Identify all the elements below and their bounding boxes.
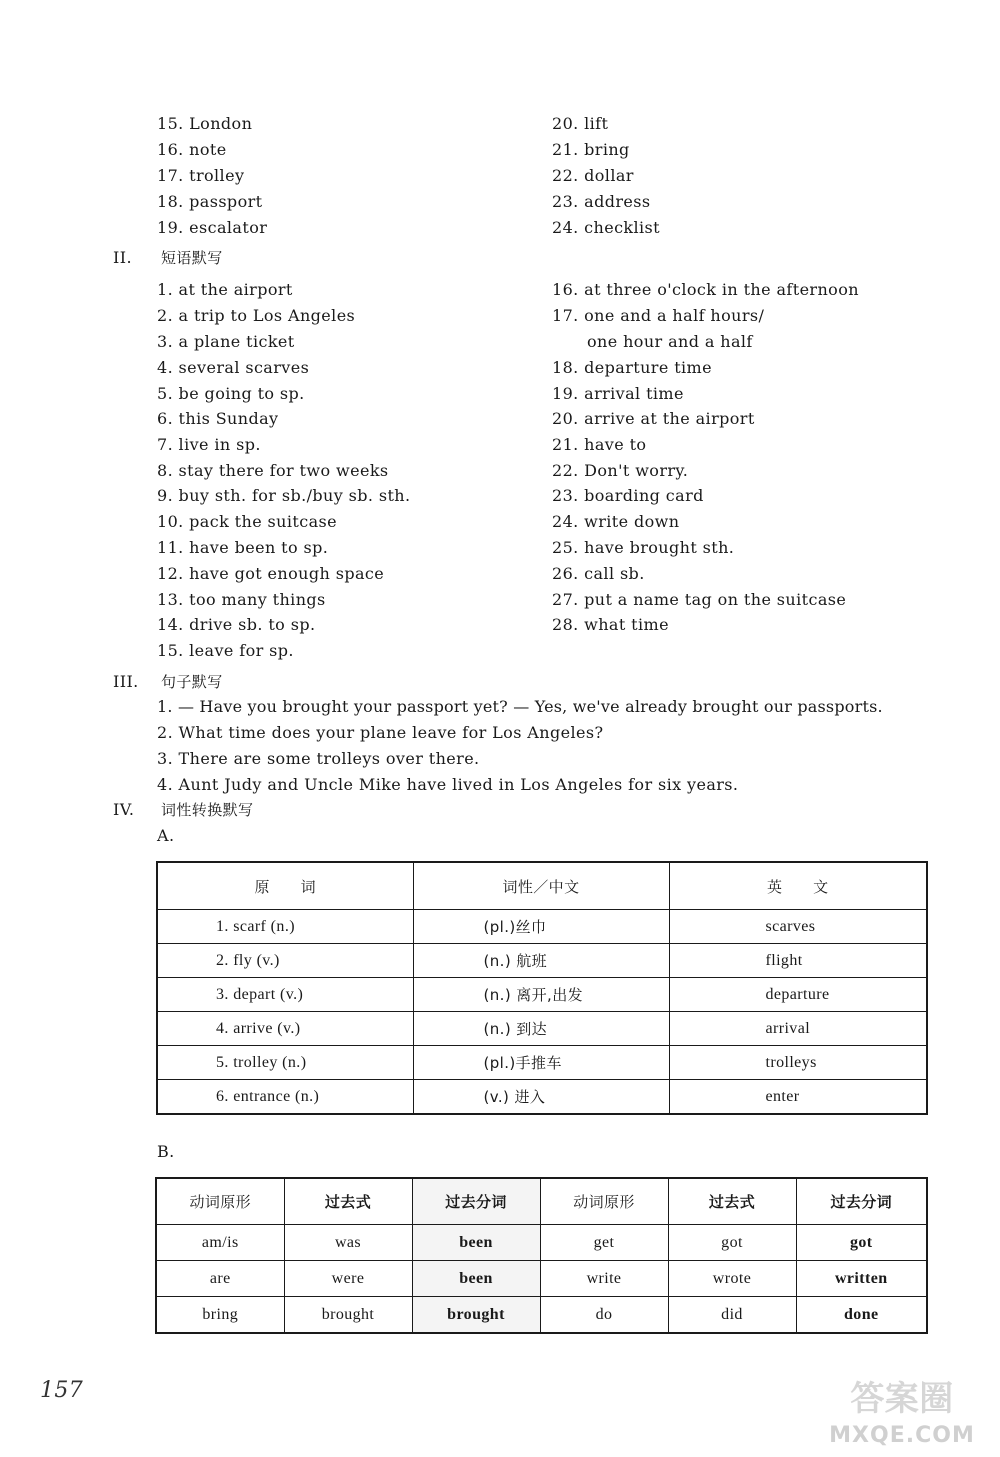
- table-cell: been: [412, 1261, 540, 1297]
- table-cell: brought: [284, 1297, 412, 1334]
- list-item: 5. be going to sp.: [157, 384, 305, 403]
- table-cell: did: [668, 1297, 796, 1334]
- col-header-past-tense: 过去式: [668, 1178, 796, 1225]
- list-item: 12. have got enough space: [157, 564, 385, 583]
- table-cell: been: [412, 1225, 540, 1261]
- list-item: 16. at three o'clock in the afternoon: [552, 280, 859, 299]
- table-cell: (n.) 到达: [413, 1012, 669, 1046]
- table-cell: are: [156, 1261, 284, 1297]
- list-item: 9. buy sth. for sb./buy sb. sth.: [157, 486, 411, 505]
- list-item: 21. bring: [552, 140, 630, 159]
- list-item: 27. put a name tag on the suitcase: [552, 590, 847, 609]
- list-item: 17. one and a half hours/: [552, 306, 765, 325]
- col-header-part-of-speech: 词性／中文: [413, 862, 669, 910]
- table-cell: (v.) 进入: [413, 1080, 669, 1115]
- table-cell: (n.) 航班: [413, 944, 669, 978]
- table-cell: 1. scarf (n.): [157, 910, 413, 944]
- table-row: [157, 1080, 927, 1115]
- list-item: 16. note: [157, 140, 227, 159]
- table-cell: was: [284, 1225, 412, 1261]
- table-cell: 5. trolley (n.): [157, 1046, 413, 1080]
- list-item: 8. stay there for two weeks: [157, 461, 389, 480]
- list-item: 24. write down: [552, 512, 680, 531]
- list-item: 15. leave for sp.: [157, 641, 294, 660]
- col-header-base-form: 动词原形: [156, 1178, 284, 1225]
- list-item: 23. address: [552, 192, 651, 211]
- table-row: [156, 1261, 927, 1297]
- section-heading-word-forms: [113, 800, 253, 820]
- list-item: 2. What time does your plane leave for Los Angeles?: [157, 723, 604, 742]
- col-header-base-form: 动词原形: [540, 1178, 668, 1225]
- table-cell: 6. entrance (n.): [157, 1080, 413, 1115]
- list-item: 23. boarding card: [552, 486, 704, 505]
- list-item: 21. have to: [552, 435, 647, 454]
- section-title: 句子默写: [161, 673, 223, 691]
- table-cell: enter: [669, 1080, 927, 1115]
- list-item: 19. escalator: [157, 218, 268, 237]
- list-item: 24. checklist: [552, 218, 660, 237]
- table-cell: got: [668, 1225, 796, 1261]
- col-header-original-word: 原 词: [157, 862, 413, 910]
- table-cell: write: [540, 1261, 668, 1297]
- table-cell: (pl.)手推车: [413, 1046, 669, 1080]
- part-b-label: B.: [157, 1142, 175, 1161]
- table-cell: (pl.)丝巾: [413, 910, 669, 944]
- table-row: [157, 1046, 927, 1080]
- list-item: 2. a trip to Los Angeles: [157, 306, 356, 325]
- table-cell: got: [796, 1225, 927, 1261]
- table-cell: 2. fly (v.): [157, 944, 413, 978]
- page-number: 157: [40, 1378, 84, 1403]
- table-row: [157, 910, 927, 944]
- section-heading-sentences: [113, 672, 223, 692]
- table-cell: get: [540, 1225, 668, 1261]
- list-item: one hour and a half: [587, 332, 753, 351]
- watermark-url-text: MXQE.COM: [829, 1423, 975, 1448]
- list-item: 14. drive sb. to sp.: [157, 615, 316, 634]
- table-cell: done: [796, 1297, 927, 1334]
- list-item: 6. this Sunday: [157, 409, 279, 428]
- col-header-past-tense: 过去式: [284, 1178, 412, 1225]
- table-cell: (n.) 离开,出发: [413, 978, 669, 1012]
- list-item: 26. call sb.: [552, 564, 645, 583]
- table-header-row: [157, 862, 927, 910]
- col-header-english: 英 文: [669, 862, 927, 910]
- list-item: 18. passport: [157, 192, 263, 211]
- list-item: 28. what time: [552, 615, 669, 634]
- table-cell: wrote: [668, 1261, 796, 1297]
- table-cell: 3. depart (v.): [157, 978, 413, 1012]
- list-item: 18. departure time: [552, 358, 712, 377]
- table-cell: brought: [412, 1297, 540, 1334]
- table-cell: am/is: [156, 1225, 284, 1261]
- list-item: 22. dollar: [552, 166, 634, 185]
- section-title: 短语默写: [161, 249, 223, 267]
- table-cell: flight: [669, 944, 927, 978]
- list-item: 4. several scarves: [157, 358, 310, 377]
- list-item: 20. lift: [552, 114, 609, 133]
- list-item: 7. live in sp.: [157, 435, 261, 454]
- list-item: 3. a plane ticket: [157, 332, 295, 351]
- list-item: 4. Aunt Judy and Uncle Mike have lived in Los Angeles for six years.: [157, 775, 739, 794]
- table-header-row: [156, 1178, 927, 1225]
- section-title: 词性转换默写: [161, 801, 254, 819]
- table-cell: bring: [156, 1297, 284, 1334]
- list-item: 20. arrive at the airport: [552, 409, 755, 428]
- section-heading-phrases: [113, 248, 223, 268]
- watermark-logo: [822, 1372, 982, 1450]
- section-number: II.: [113, 248, 132, 267]
- list-item: 19. arrival time: [552, 384, 684, 403]
- word-form-table-a: [156, 861, 928, 1115]
- table-cell: were: [284, 1261, 412, 1297]
- table-cell: 4. arrive (v.): [157, 1012, 413, 1046]
- list-item: 11. have been to sp.: [157, 538, 329, 557]
- watermark-logo-text: 答案圈: [850, 1379, 954, 1419]
- table-cell: arrival: [669, 1012, 927, 1046]
- section-number: IV.: [113, 800, 135, 819]
- list-item: 13. too many things: [157, 590, 326, 609]
- table-row: [156, 1225, 927, 1261]
- col-header-past-participle: 过去分词: [796, 1178, 927, 1225]
- table-row: [156, 1297, 927, 1334]
- verb-forms-table-b: [155, 1177, 928, 1334]
- part-a-label: A.: [157, 826, 175, 845]
- list-item: 25. have brought sth.: [552, 538, 735, 557]
- list-item: 17. trolley: [157, 166, 245, 185]
- col-header-past-participle: 过去分词: [412, 1178, 540, 1225]
- table-row: [157, 978, 927, 1012]
- table-row: [157, 944, 927, 978]
- table-cell: departure: [669, 978, 927, 1012]
- section-number: III.: [113, 672, 139, 691]
- table-cell: scarves: [669, 910, 927, 944]
- list-item: 3. There are some trolleys over there.: [157, 749, 480, 768]
- table-cell: trolleys: [669, 1046, 927, 1080]
- list-item: 22. Don't worry.: [552, 461, 689, 480]
- table-row: [157, 1012, 927, 1046]
- list-item: 1. at the airport: [157, 280, 293, 299]
- list-item: 10. pack the suitcase: [157, 512, 337, 531]
- list-item: 15. London: [157, 114, 253, 133]
- list-item: 1. — Have you brought your passport yet? — Yes, we've already brought our passports.: [157, 697, 883, 716]
- table-cell: written: [796, 1261, 927, 1297]
- table-cell: do: [540, 1297, 668, 1334]
